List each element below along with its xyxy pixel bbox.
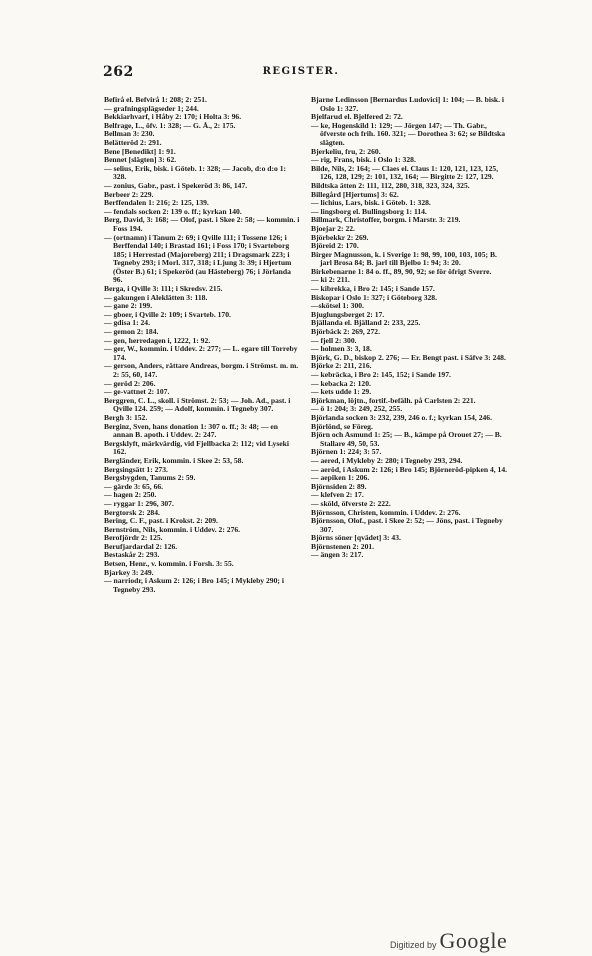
register-entry: Bergtorsk 2: 284. [104, 507, 160, 517]
register-entry: — (ortnamn) i Tanum 2: 69; i Qville 111; i Tossene 126; i Berffendal 140; i Brastad 161; i Foss 170; i Svarteborg 185; i Herrestad (Majoreberg) 211; i Dragsmark 223; i Tegneby 293; i Morl. 317, 318; i Ljung 3: 39; i Hjertum (Öster B.) 61; i Spekeröd (au Hästeberg) 76; i Jörlanda 96. [104, 232, 292, 285]
register-column-right [311, 96, 509, 560]
register-entry: Bjällanda el. Bjälland 2: 233, 225. [311, 318, 421, 328]
register-entry: Björlönd, se Föreg. [311, 421, 373, 431]
register-entry: Bernström, Nils, kommin. i Uddev. 2: 276. [104, 524, 241, 534]
register-entry: Björbekkr 2: 269. [311, 232, 369, 242]
register-entry: Bjarne Ledinsson [Bernardus Ludovici] 1: 104; — B. bisk. i Oslo 1: 327. [311, 95, 505, 113]
register-entry: Björlanda socken 3: 232, 239, 246 o. f.; kyrkan 154, 246. [311, 412, 492, 422]
register-entry: — geröd 2: 206. [104, 378, 156, 388]
register-entry: — gerson, Anders, rättare Andreas, borgm. i Strömst. m. m. 2: 55, 60, 147. [104, 361, 299, 379]
register-entry: Berg, David, 3: 168; — Olof, past. i Skee 2: 58; — kommin. i Foss 194. [104, 215, 300, 233]
register-entry: Berga, i Qville 3: 111; i Skredsv. 215. [104, 284, 223, 294]
register-entry: Bergländer, Erik, kommin. i Skee 2: 53, 58. [104, 455, 244, 465]
register-entry: — zonius, Gabr., past. i Spekeröd 3: 86, 147. [104, 180, 248, 190]
register-entry: — kibrekka, i Bro 2: 145; i Sande 157. [311, 284, 435, 294]
register-entry: Björns söner [qvädet] 3: 43. [311, 533, 401, 543]
register-entry: — ängen 3: 217. [311, 550, 364, 560]
register-entry: Bjoejar 2: 22. [311, 223, 355, 233]
register-column-left [104, 96, 300, 594]
register-entry: — gakungen i Aleklätten 3: 118. [104, 292, 208, 302]
register-entry: Bergsingsätt 1: 273. [104, 464, 168, 474]
register-entry: — fendals socken 2: 139 o. ff.; kyrkan 140. [104, 206, 242, 216]
register-entry: Bestaskår 2: 293. [104, 550, 160, 560]
page-title: REGISTER. [262, 66, 340, 77]
register-entry: — rig, Frans, bisk. i Oslo 1: 328. [311, 155, 416, 165]
register-entry: — sköld, öfverste 2: 222. [311, 498, 391, 508]
register-entry: — narriodr, i Askum 2: 126; i Bro 145; i Mykleby 290; i Tegneby 293. [104, 576, 284, 594]
register-entry: Björkman, löjtn., fortif.-befälh. på Carlsten 2: 221. [311, 395, 476, 405]
register-entry: Bekkiarhvarf, i Håby 2: 170; i Holta 3: 96. [104, 112, 242, 122]
register-entry: — kebräcka, i Bro 2: 145, 152; i Sande 197. [311, 370, 451, 379]
register-entry: Björnsson, Olof., past. i Skee 2: 52; — Jöns, past. i Tegneby 307. [311, 516, 503, 534]
register-entry: — gärde 3: 65, 66. [104, 481, 164, 491]
register-entry: — gane 2: 199. [104, 301, 153, 311]
digitized-label: Digitized by [390, 940, 437, 950]
register-entry: — aeröd, i Askum 2: 126; i Bro 145; Björneröd-pipken 4, 14. [311, 464, 508, 474]
register-entry: Berufjardardal 2: 126. [104, 541, 178, 551]
register-entry: Befirå el. Befvirå 1: 208; 2: 251. [104, 95, 207, 104]
register-entry: Bergsbygden, Tanums 2: 59. [104, 473, 196, 483]
register-entry: Belätteröd 2: 291. [104, 137, 162, 147]
register-entry: Björn och Asmund 1: 25; — B., kämpe på Orouet 27; — B. Stallare 49, 50, 53. [311, 430, 502, 448]
register-entry: — aered, i Mykleby 2: 280; i Tegneby 293, 294. [311, 455, 463, 465]
register-entry: Birkebenarne 1: 84 o. ff., 89, 90, 92; se för öfrigt Sverre. [311, 266, 492, 276]
register-entry: Bering, C. F., past. i Krokst. 2: 209. [104, 516, 218, 526]
register-entry: — gen, herredagen i, 1222, 1: 92. [104, 335, 211, 345]
register-entry: — kets udde 1: 29. [311, 387, 372, 397]
register-entry: Björeid 2: 170. [311, 241, 359, 251]
register-entry: Bene [Benedikt] 1: 91. [104, 146, 176, 156]
register-entry: — selius, Erik, bisk. i Göteb. 1: 328; — Jacob, d:o d:o 1: 328. [104, 163, 287, 182]
register-entry: Belfrage, L., öfv. 1: 328; — G. Å., 2: 175. [104, 120, 236, 130]
register-entry: Bjelfarud el. Bjelfered 2: 72. [311, 112, 403, 122]
register-entry: — gemon 2: 184. [104, 327, 159, 337]
register-entry: Bennet [slägten] 3: 62. [104, 155, 177, 165]
register-entry: Björnsson, Christen, kommin. i Uddev. 2: 276. [311, 507, 461, 517]
register-entry: Bjerkeliu, fru, 2: 260. [311, 146, 381, 156]
register-entry: Berffendalen 1: 216; 2: 125, 139. [104, 198, 209, 208]
page-header [103, 64, 499, 82]
register-entry: — grafningsplägseder 1; 244. [104, 103, 199, 113]
register-entry: — gboer, i Qville 2: 109; i Svarteb. 170. [104, 309, 231, 319]
register-entry: Berbeer 2: 229. [104, 189, 154, 199]
register-entry: Bjarkey 3: 249. [104, 567, 154, 577]
register-entry: Björk, G. D., biskop 2. 276; — Er. Bengt past. i Säfve 3: 248. [311, 352, 506, 362]
register-entry: — klefven 2: 17. [311, 490, 364, 500]
register-entry: — gdisa 1: 24. [104, 318, 150, 328]
register-entry: — fjell 2: 300. [311, 335, 357, 345]
register-entry: —skötsel 1: 300. [311, 301, 364, 311]
register-entry: Berofjördr 2: 125. [104, 533, 163, 543]
register-entry: — ö 1: 204; 3: 249, 252, 255. [311, 404, 403, 414]
register-entry: Birger Magnusson, k. i Sverige 1: 98, 99, 100, 103, 105; B. jarl Brosa 84; B. jarl till Bjelbo 1: 94; 3: 20. [311, 249, 497, 268]
register-entry: Berggren, C. L., skoll. i Strömst. 2: 53; — Joh. Ad., past. i Qville 124. 259; — Adolf, kommin. i Tegneby 307. [104, 395, 291, 414]
register-entry: — ge-vattnet 2: 107. [104, 387, 170, 397]
register-entry: Björbäck 2: 269, 272. [311, 327, 380, 337]
register-entry: Björnen 1: 224; 3: 57. [311, 447, 382, 457]
register-entry: Bellman 3: 230. [104, 129, 155, 139]
register-entry: Berginz, Sven, hans donation 1: 307 o. ff.; 3: 48; — en annan B. apoth. i Uddev. 2: 247. [104, 421, 279, 440]
register-entry: Björnstenen 2: 201. [311, 541, 375, 551]
register-entry: Billegård [Hjertums] 3: 62. [311, 189, 399, 199]
register-entry: Betsen, Henr., v. kommin. i Forsh. 3: 55. [104, 559, 234, 569]
register-entry: — hagen 2: 250. [104, 490, 157, 500]
register-entry: Bergh 3: 152. [104, 412, 148, 422]
register-entry: — ger, W., kommin. i Uddev. 2: 277; — L. egare till Torreby 174. [104, 344, 298, 362]
register-entry: Biskopar i Oslo 1: 327; i Göteborg 328. [311, 292, 438, 302]
page-number: 262 [103, 64, 134, 80]
register-entry: — aepiken 1: 206. [311, 473, 370, 483]
register-entry: — holmen 3: 3, 18. [311, 344, 372, 354]
register-entry: Björnsiden 2: 89. [311, 481, 367, 491]
register-entry: — ke, Hogenskild 1: 129; — Jörgen 147; — Th. Gabr., öfverste och frih. 160. 321; — Dorothea 3: 62; se Bildtska slägten. [311, 120, 506, 147]
google-logo: Google [439, 928, 508, 953]
register-entry: Björke 2: 211, 216. [311, 361, 372, 371]
register-entry: Bildtska ätten 2: 111, 112, 280, 318, 323, 324, 325. [311, 180, 470, 190]
digitized-by-watermark [390, 928, 507, 954]
register-entry: Bergsklyft, märkvärdig, vid Fjellbacka 2: 112; vid Lyseki 162. [104, 438, 289, 457]
register-entry: — kebacka 2: 120. [311, 378, 371, 388]
register-entry: — lichius, Lars, bisk. i Göteb. 1: 328. [311, 198, 431, 208]
register-entry: — ryggar 1: 296, 307. [104, 498, 174, 508]
register-entry: Billmark, Christoffer, borgm. i Marstr. 3: 219. [311, 215, 461, 225]
register-entry: — lingsborg el. Bullingsborg 1: 114. [311, 206, 427, 216]
register-entry: Bilde, Nils, 2: 164; — Claes el. Claus 1: 120, 121, 123, 125, 126, 128, 129; 2: 101, 132, 164; — Birgitte 2: 127, 129. [311, 163, 499, 182]
register-entry: Bjuglungsberget 2: 17. [311, 309, 385, 319]
register-entry: — ki 2: 211. [311, 275, 350, 285]
